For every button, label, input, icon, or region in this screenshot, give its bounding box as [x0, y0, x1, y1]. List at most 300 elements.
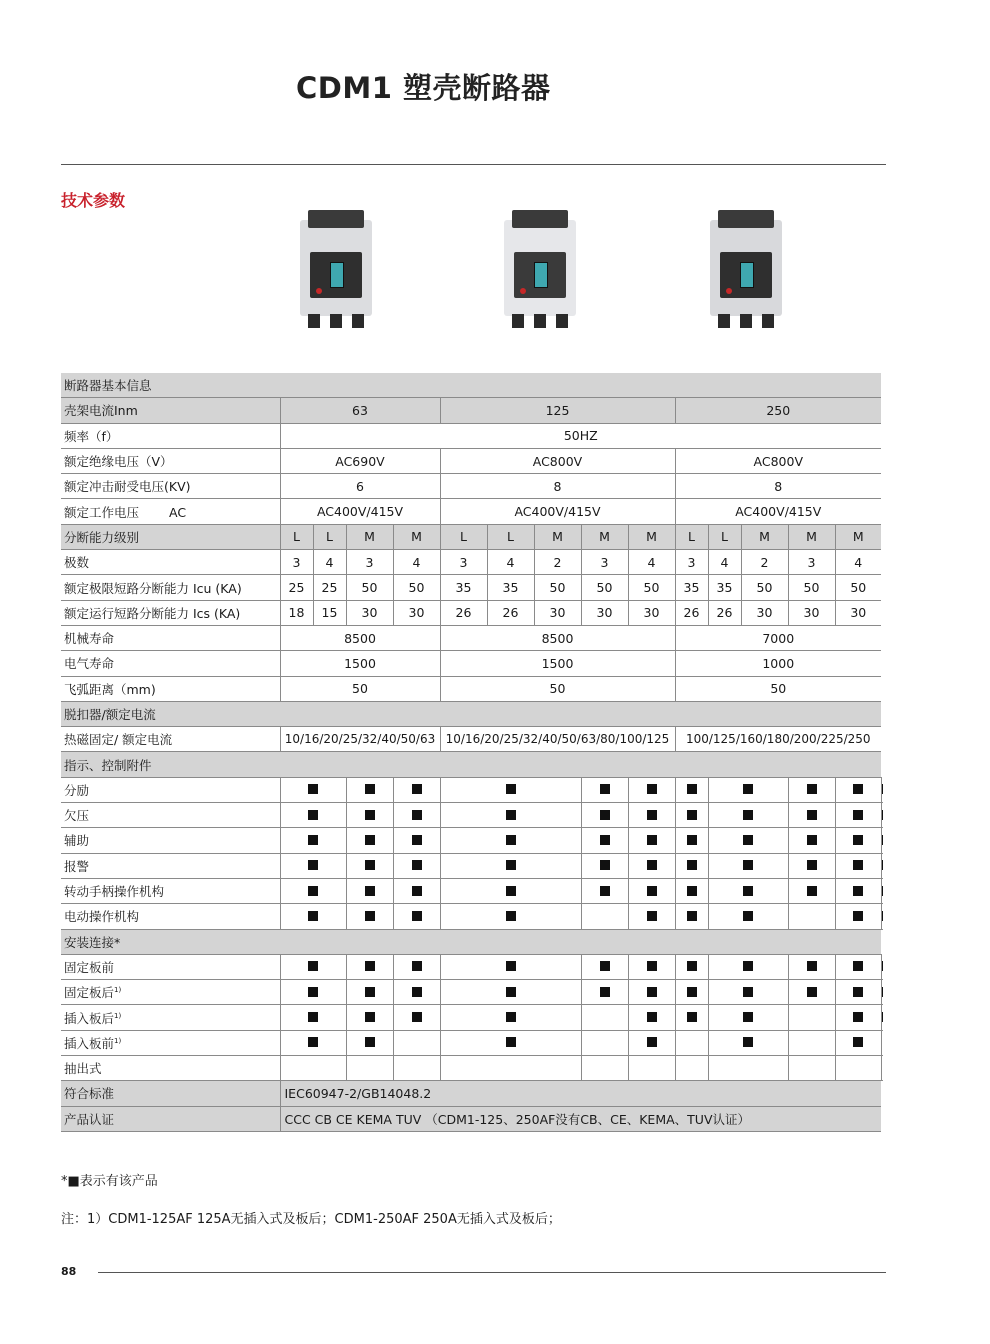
- mark-cell: [280, 1005, 346, 1030]
- mark-cell: [675, 980, 708, 1005]
- row-label: 额定运行短路分断能力 Ics (KA): [61, 600, 280, 625]
- availability-mark: [807, 835, 817, 845]
- mark-cell: [346, 777, 393, 802]
- availability-mark: [743, 911, 753, 921]
- availability-mark: [506, 860, 516, 870]
- availability-mark: [807, 810, 817, 820]
- mark-cell: [788, 878, 835, 903]
- availability-mark: [600, 987, 610, 997]
- value-cell: 3: [581, 550, 628, 575]
- mark-cell: [675, 803, 708, 828]
- mark-cell: [881, 980, 883, 1005]
- mark-cell: [581, 777, 628, 802]
- mark-cell: [881, 878, 883, 903]
- row-accessory-4: [61, 878, 883, 903]
- value-cell: AC690V: [280, 448, 440, 473]
- mark-cell: [440, 777, 581, 802]
- mark-cell: [708, 828, 788, 853]
- availability-mark: [412, 784, 422, 794]
- page-title: CDM1 塑壳断路器: [296, 71, 551, 105]
- mark-cell: [881, 853, 883, 878]
- value-cell: 8: [675, 474, 881, 499]
- availability-mark: [600, 961, 610, 971]
- value-cell: 26: [487, 600, 534, 625]
- availability-mark: [687, 1012, 697, 1022]
- availability-mark: [743, 860, 753, 870]
- frame-125: 125: [440, 398, 675, 423]
- standard-value: IEC60947-2/GB14048.2: [280, 1081, 881, 1106]
- value-cell: 15: [313, 600, 346, 625]
- value-cell: 3: [675, 550, 708, 575]
- mark-cell: [581, 980, 628, 1005]
- mark-cell: [708, 954, 788, 979]
- mark-cell: [708, 1005, 788, 1030]
- mark-cell: [881, 954, 883, 979]
- availability-mark: [882, 1012, 883, 1022]
- availability-mark: [365, 1037, 375, 1047]
- availability-mark: [308, 911, 318, 921]
- group-row-basic: [61, 373, 883, 398]
- group-row-accessories: [61, 752, 883, 777]
- mark-cell: [675, 904, 708, 929]
- availability-mark: [687, 835, 697, 845]
- availability-mark: [882, 860, 883, 870]
- mark-cell: [788, 853, 835, 878]
- mark-cell: [581, 904, 628, 929]
- value-cell: M: [788, 524, 835, 549]
- mark-cell: [581, 1005, 628, 1030]
- mark-cell: [581, 803, 628, 828]
- availability-mark: [647, 784, 657, 794]
- availability-mark: [506, 835, 516, 845]
- mark-cell: [581, 878, 628, 903]
- value-cell: 50: [393, 575, 440, 600]
- mark-cell: [788, 803, 835, 828]
- group-label-accessories: 指示、控制附件: [61, 752, 881, 777]
- value-cell: 35: [675, 575, 708, 600]
- value-cell: 30: [393, 600, 440, 625]
- row-label: 壳架电流Inm: [61, 398, 280, 423]
- availability-mark: [365, 860, 375, 870]
- group-row-install: [61, 929, 883, 954]
- value-cell: 4: [708, 550, 741, 575]
- spec-table: [61, 373, 883, 1132]
- availability-mark: [882, 911, 883, 921]
- mark-cell: [788, 1056, 835, 1081]
- mark-cell: [393, 828, 440, 853]
- mark-cell: [675, 853, 708, 878]
- product-photo-63: [294, 208, 378, 330]
- availability-mark: [647, 810, 657, 820]
- value-cell: 3: [346, 550, 393, 575]
- availability-mark: [308, 810, 318, 820]
- availability-mark: [308, 961, 318, 971]
- row-poles: [61, 550, 883, 575]
- value-cell: 25: [280, 575, 313, 600]
- availability-mark: [882, 961, 883, 971]
- availability-mark: [308, 987, 318, 997]
- availability-mark: [365, 835, 375, 845]
- page-number: 88: [61, 1265, 77, 1278]
- availability-mark: [743, 1012, 753, 1022]
- mark-cell: [346, 954, 393, 979]
- title-divider: [61, 164, 886, 165]
- mark-cell: [881, 777, 883, 802]
- product-photo-250: [704, 208, 788, 330]
- availability-mark: [365, 1012, 375, 1022]
- row-accessory-0: [61, 777, 883, 802]
- value-cell: 1500: [440, 651, 675, 676]
- row-label: 固定板后$^{1)}$: [61, 980, 280, 1005]
- availability-mark: [506, 886, 516, 896]
- row-label: 频率（f）: [61, 423, 280, 448]
- row-accessory-1: [61, 803, 883, 828]
- mark-cell: [788, 1030, 835, 1055]
- value-cell: 50: [346, 575, 393, 600]
- mark-cell: [393, 954, 440, 979]
- value-cell: 26: [708, 600, 741, 625]
- row-frame-current: [61, 398, 883, 423]
- mark-cell: [393, 1056, 440, 1081]
- value-cell: 50: [675, 676, 881, 701]
- availability-mark: [365, 886, 375, 896]
- mark-cell: [440, 803, 581, 828]
- availability-mark: [506, 1012, 516, 1022]
- availability-mark: [687, 987, 697, 997]
- row-label: 电动操作机构: [61, 904, 280, 929]
- value-cell: 30: [788, 600, 835, 625]
- availability-mark: [647, 911, 657, 921]
- mark-cell: [628, 1030, 675, 1055]
- row-label: 电气寿命: [61, 651, 280, 676]
- mark-cell: [346, 904, 393, 929]
- mark-cell: [675, 777, 708, 802]
- row-thermal-magnetic: [61, 727, 883, 752]
- mark-cell: [788, 904, 835, 929]
- ac-label: AC: [169, 504, 187, 520]
- mark-cell: [280, 777, 346, 802]
- value-cell: M: [346, 524, 393, 549]
- mark-cell: [393, 904, 440, 929]
- value-cell: AC400V/415V: [675, 499, 881, 524]
- mark-cell: [835, 980, 881, 1005]
- value-cell: 4: [393, 550, 440, 575]
- value-cell: AC800V: [675, 448, 881, 473]
- mark-cell: [628, 1056, 675, 1081]
- value-cell: 8500: [280, 625, 440, 650]
- row-ics: [61, 600, 883, 625]
- value-cell: 10/16/20/25/32/40/50/63: [280, 727, 440, 752]
- section-heading: 技术参数: [61, 191, 126, 210]
- mark-cell: [346, 980, 393, 1005]
- mark-cell: [708, 904, 788, 929]
- mark-cell: [440, 853, 581, 878]
- row-label: 机械寿命: [61, 625, 280, 650]
- availability-mark: [308, 784, 318, 794]
- value-cell: L: [440, 524, 487, 549]
- mark-cell: [346, 1030, 393, 1055]
- mark-cell: [835, 1005, 881, 1030]
- row-label: 分断能力级别: [61, 524, 280, 549]
- group-label-basic: 断路器基本信息: [61, 373, 881, 398]
- row-install-4: [61, 1056, 883, 1081]
- mark-cell: [346, 853, 393, 878]
- value-cell: 35: [487, 575, 534, 600]
- frame-63: 63: [280, 398, 440, 423]
- value-cell: 18: [280, 600, 313, 625]
- availability-mark: [506, 810, 516, 820]
- mark-cell: [835, 803, 881, 828]
- availability-mark: [647, 886, 657, 896]
- mark-cell: [581, 954, 628, 979]
- mark-cell: [393, 853, 440, 878]
- availability-mark: [687, 961, 697, 971]
- mark-cell: [280, 980, 346, 1005]
- product-photo-125: [498, 208, 582, 330]
- value-cell: 50: [788, 575, 835, 600]
- mark-cell: [393, 980, 440, 1005]
- availability-mark: [308, 1037, 318, 1047]
- value-cell: 3: [440, 550, 487, 575]
- availability-mark: [687, 911, 697, 921]
- availability-mark: [853, 810, 863, 820]
- availability-mark: [687, 784, 697, 794]
- availability-mark: [412, 961, 422, 971]
- row-install-1: [61, 980, 883, 1005]
- mark-cell: [628, 878, 675, 903]
- mark-cell: [440, 1030, 581, 1055]
- mark-cell: [835, 1056, 881, 1081]
- value-cell: AC800V: [440, 448, 675, 473]
- mark-cell: [628, 853, 675, 878]
- row-label: 欠压: [61, 803, 280, 828]
- mark-cell: [280, 954, 346, 979]
- mark-cell: [675, 1056, 708, 1081]
- availability-mark: [647, 1012, 657, 1022]
- availability-mark: [853, 784, 863, 794]
- mark-cell: [628, 803, 675, 828]
- value-cell: 30: [628, 600, 675, 625]
- availability-mark: [308, 835, 318, 845]
- mark-cell: [881, 803, 883, 828]
- value-cell: 50: [741, 575, 788, 600]
- mark-cell: [346, 803, 393, 828]
- value-cell: M: [835, 524, 881, 549]
- availability-mark: [853, 860, 863, 870]
- mark-cell: [708, 853, 788, 878]
- availability-mark: [807, 784, 817, 794]
- value-cell: 10/16/20/25/32/40/50/63/80/100/125: [440, 727, 675, 752]
- availability-mark: [743, 835, 753, 845]
- mark-cell: [835, 904, 881, 929]
- mark-cell: [346, 1056, 393, 1081]
- availability-mark: [807, 860, 817, 870]
- value-cell: 3: [788, 550, 835, 575]
- mark-cell: [788, 1005, 835, 1030]
- mark-cell: [393, 878, 440, 903]
- value-cell: 2: [741, 550, 788, 575]
- mark-cell: [835, 853, 881, 878]
- row-accessory-5: [61, 904, 883, 929]
- mark-cell: [881, 1056, 883, 1081]
- value-cell: 50: [534, 575, 581, 600]
- row-label: 抽出式: [61, 1056, 280, 1081]
- mark-cell: [440, 904, 581, 929]
- availability-mark: [308, 886, 318, 896]
- row-electrical-life: [61, 651, 883, 676]
- availability-mark: [506, 961, 516, 971]
- row-mechanical-life: [61, 625, 883, 650]
- value-cell: 50: [628, 575, 675, 600]
- value-cell: 4: [835, 550, 881, 575]
- availability-mark: [600, 835, 610, 845]
- availability-mark: [807, 961, 817, 971]
- mark-cell: [881, 828, 883, 853]
- row-label: 额定工作电压 AC: [61, 499, 280, 524]
- value-cell: 35: [440, 575, 487, 600]
- row-standard: [61, 1081, 883, 1106]
- value-cell: 1500: [280, 651, 440, 676]
- mark-cell: [581, 853, 628, 878]
- value-cell: 4: [313, 550, 346, 575]
- availability-mark: [412, 1012, 422, 1022]
- availability-mark: [853, 886, 863, 896]
- availability-mark: [365, 961, 375, 971]
- value-cell: AC400V/415V: [440, 499, 675, 524]
- mark-cell: [440, 1056, 581, 1081]
- availability-mark: [308, 860, 318, 870]
- availability-mark: [853, 1012, 863, 1022]
- availability-mark: [412, 886, 422, 896]
- row-accessory-2: [61, 828, 883, 853]
- availability-mark: [412, 987, 422, 997]
- row-label: 插入板前$^{1)}$: [61, 1030, 280, 1055]
- value-cell: L: [675, 524, 708, 549]
- value-cell: 30: [741, 600, 788, 625]
- row-label: 辅助: [61, 828, 280, 853]
- value-cell: L: [708, 524, 741, 549]
- mark-cell: [440, 980, 581, 1005]
- mark-cell: [393, 1030, 440, 1055]
- mark-cell: [708, 980, 788, 1005]
- mark-cell: [708, 1030, 788, 1055]
- availability-mark: [365, 784, 375, 794]
- value-cell: 100/125/160/180/200/225/250: [675, 727, 881, 752]
- mark-cell: [675, 1005, 708, 1030]
- mark-cell: [708, 777, 788, 802]
- availability-mark: [743, 987, 753, 997]
- availability-mark: [506, 987, 516, 997]
- availability-mark: [647, 1037, 657, 1047]
- mark-cell: [280, 878, 346, 903]
- row-label: 热磁固定/ 额定电流: [61, 727, 280, 752]
- value-cell: 50: [440, 676, 675, 701]
- mark-cell: [675, 828, 708, 853]
- value-cell: 26: [675, 600, 708, 625]
- mark-cell: [346, 828, 393, 853]
- row-label: 飞弧距离（mm): [61, 676, 280, 701]
- mark-cell: [280, 904, 346, 929]
- mark-cell: [280, 1030, 346, 1055]
- availability-mark: [647, 961, 657, 971]
- row-label: 额定极限短路分断能力 Icu (KA): [61, 575, 280, 600]
- mark-cell: [788, 777, 835, 802]
- value-cell: AC400V/415V: [280, 499, 440, 524]
- availability-mark: [308, 1012, 318, 1022]
- availability-mark: [882, 810, 883, 820]
- value-cell: 50: [835, 575, 881, 600]
- availability-mark: [807, 886, 817, 896]
- mark-cell: [675, 1030, 708, 1055]
- row-arc-distance: [61, 676, 883, 701]
- value-cell: 4: [487, 550, 534, 575]
- row-label: 报警: [61, 853, 280, 878]
- availability-mark: [853, 987, 863, 997]
- mark-cell: [675, 954, 708, 979]
- mark-cell: [440, 954, 581, 979]
- value-cell: 7000: [675, 625, 881, 650]
- mark-cell: [346, 1005, 393, 1030]
- mark-cell: [581, 1030, 628, 1055]
- mark-cell: [788, 980, 835, 1005]
- value-cell: 50: [280, 676, 440, 701]
- frame-250: 250: [675, 398, 881, 423]
- value-cell: M: [628, 524, 675, 549]
- mark-cell: [708, 878, 788, 903]
- availability-mark: [807, 987, 817, 997]
- availability-mark: [743, 886, 753, 896]
- value-cell: 1000: [675, 651, 881, 676]
- row-label: 转动手柄操作机构: [61, 878, 280, 903]
- mark-cell: [708, 803, 788, 828]
- mark-cell: [280, 803, 346, 828]
- footer-divider: [98, 1272, 886, 1273]
- row-label: 符合标准: [61, 1081, 280, 1106]
- mark-cell: [628, 828, 675, 853]
- value-cell: M: [581, 524, 628, 549]
- mark-cell: [393, 803, 440, 828]
- group-label-release: 脱扣器/额定电流: [61, 701, 881, 726]
- value-cell: 30: [581, 600, 628, 625]
- mark-cell: [346, 878, 393, 903]
- availability-mark: [412, 810, 422, 820]
- value-cell: 30: [346, 600, 393, 625]
- mark-cell: [708, 1056, 788, 1081]
- availability-mark: [600, 784, 610, 794]
- availability-mark: [882, 987, 883, 997]
- availability-mark: [600, 810, 610, 820]
- mark-cell: [440, 828, 581, 853]
- mark-cell: [835, 1030, 881, 1055]
- availability-mark: [365, 911, 375, 921]
- availability-mark: [882, 784, 883, 794]
- mark-cell: [581, 828, 628, 853]
- mark-cell: [835, 828, 881, 853]
- row-label: 插入板后$^{1)}$: [61, 1005, 280, 1030]
- value-cell: M: [534, 524, 581, 549]
- value-cell: 2: [534, 550, 581, 575]
- mark-cell: [835, 954, 881, 979]
- legend-note: *■表示有该产品: [61, 1174, 158, 1189]
- value-cell: 26: [440, 600, 487, 625]
- mark-cell: [835, 777, 881, 802]
- mark-cell: [393, 1005, 440, 1030]
- availability-mark: [687, 810, 697, 820]
- row-label: 产品认证: [61, 1106, 280, 1131]
- value-cell: 25: [313, 575, 346, 600]
- row-icu: [61, 575, 883, 600]
- availability-mark: [687, 860, 697, 870]
